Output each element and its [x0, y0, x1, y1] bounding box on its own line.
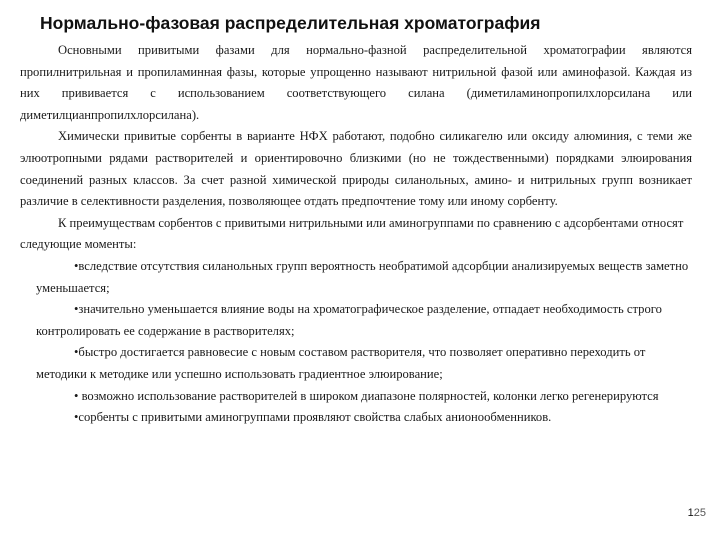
slide-body	[20, 40, 692, 429]
page-number-rest: 25	[693, 507, 706, 519]
slide-title: Нормально-фазовая распределительная хроматография	[40, 13, 541, 33]
bullet-mark: •	[74, 410, 79, 425]
advantages-list	[20, 256, 692, 429]
list-item-text: быстро достигается равновесие с новым составом растворителя, что позволяет оперативно переходить от методики к методике или успешно использовать градиентное элюирование;	[36, 345, 646, 381]
list-item	[20, 256, 692, 299]
bullet-mark: •	[74, 345, 79, 360]
list-item	[20, 407, 692, 429]
list-item-text: значительно уменьшается влияние воды на хроматографическое разделение, отпадает необходимость строго контролировать ее содержание в растворителях;	[36, 302, 662, 338]
bullet-mark: •	[74, 388, 79, 403]
list-item-text: возможно использование растворителей в широком диапазоне полярностей, колонки легко регенерируются	[78, 388, 659, 403]
list-item-text: вследствие отсутствия силанольных групп вероятность необратимой адсорбции анализируемых веществ заметно уменьшается;	[36, 258, 689, 295]
bullet-mark: •	[74, 302, 79, 317]
list-item	[20, 299, 692, 342]
paragraph-advantages-intro: К преимуществам сорбентов с привитыми нитрильными или аминогруппами по сравнению с адсорбентами относят следующие моменты:	[20, 215, 684, 252]
page-number-digit: 1	[687, 507, 694, 519]
page-number	[688, 507, 706, 519]
list-item-text: сорбенты с привитыми аминогруппами проявляют свойства слабых анионообменников.	[78, 410, 552, 425]
list-item	[20, 386, 692, 408]
paragraph-selectivity: Химически привитые сорбенты в варианте НФХ работают, подобно силикагелю или оксиду алюминия, с теми же элюотропными рядами растворителей и ориентировочно близкими (но не тождественными) порядками элюирования соединений разных классов. За счет разной химической природы силанольных, амино- и нитрильных групп возникает различие в селективности разделения, позволяющее отдать предпочтение тому или иному сорбенту.	[20, 129, 692, 209]
paragraph-grafted-phases: Основными привитыми фазами для нормально-фазной распределительной хроматографии являются пропилнитрильная и пропиламинная фазы, которые упрощенно называют нитрильной фазой или аминофазой. Каждая из них прививается с использованием соответствующего силана (диметиламинопропилхлорсилана или диметилцианпропилхлорсилана).	[20, 43, 692, 122]
bullet-mark: •	[74, 258, 79, 273]
list-item	[20, 342, 692, 385]
